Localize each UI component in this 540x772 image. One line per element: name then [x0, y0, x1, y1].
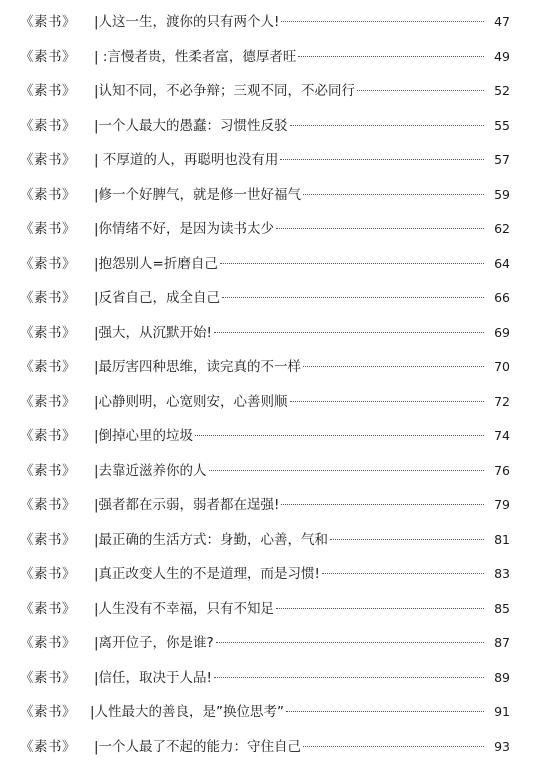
book-name: 《素书》: [20, 531, 76, 548]
chapter-title: |人这一生，渡你的只有两个人!: [94, 14, 280, 30]
toc-entry-line: [94, 557, 510, 592]
chapter-title: |信任，取决于人品!: [94, 669, 212, 686]
chapter-title: |真正改变人生的不是道理，而是习惯!: [94, 566, 320, 582]
toc-entry-line: [94, 730, 510, 765]
book-name: 《素书》: [20, 359, 76, 375]
chapter-title: |去靠近滋养你的人: [94, 462, 207, 479]
toc-entry-line: [94, 40, 510, 75]
chapter-title: |最正确的生活方式：身勤，心善，气和: [94, 531, 329, 548]
dot-leader: [214, 332, 484, 333]
toc-entry[interactable]: [0, 109, 540, 144]
page-number: 66: [494, 290, 510, 305]
dot-leader: [330, 539, 484, 540]
toc-entry[interactable]: [0, 247, 540, 282]
page-number: 70: [494, 359, 510, 374]
toc-entry[interactable]: [0, 592, 540, 627]
book-name: 《素书》: [20, 255, 76, 272]
toc-entry-line: [94, 385, 510, 420]
chapter-title: |反省自己，成全自己: [94, 290, 221, 306]
page-number: 62: [494, 221, 510, 236]
toc-entry[interactable]: [0, 385, 540, 420]
book-name: 《素书》: [20, 704, 76, 720]
dot-leader: [303, 746, 484, 747]
dot-leader: [220, 263, 484, 264]
toc-entry-line: [94, 523, 510, 558]
book-name: 《素书》: [20, 428, 76, 444]
chapter-title: | 不厚道的人，再聪明也没有用: [94, 152, 279, 168]
chapter-title: |强大，从沉默开始!: [94, 324, 212, 341]
toc-entry-line: [94, 661, 510, 696]
toc-entry[interactable]: [0, 316, 540, 351]
toc-entry[interactable]: [0, 626, 540, 661]
chapter-title: |一个人最了不起的能力：守住自己: [94, 738, 302, 755]
chapter-title: |认知不同，不必争辩；三观不同，不必同行: [94, 83, 356, 99]
book-name: 《素书》: [20, 566, 76, 582]
page-number: 85: [494, 600, 510, 616]
toc-entry[interactable]: [0, 661, 540, 696]
dot-leader: [303, 194, 484, 195]
book-name: 《素书》: [20, 221, 76, 237]
page-number: 55: [494, 117, 510, 133]
toc-entry[interactable]: [0, 212, 540, 247]
page-number: 76: [494, 462, 510, 478]
toc-entry[interactable]: [0, 350, 540, 385]
book-name: 《素书》: [20, 635, 76, 651]
page-number: 81: [494, 531, 510, 547]
chapter-title: |修一个好脾气，就是修一世好福气: [94, 186, 302, 203]
page-number: 74: [494, 428, 510, 443]
chapter-title: |强者都在示弱，弱者都在逞强!: [94, 497, 280, 513]
page-number: 47: [494, 14, 510, 29]
toc-entry[interactable]: [0, 5, 540, 40]
dot-leader: [276, 608, 484, 609]
page-number: 93: [494, 738, 510, 754]
page-number: 49: [494, 48, 510, 64]
toc-entry-line: [94, 316, 510, 351]
toc-entry[interactable]: [0, 695, 540, 730]
dot-leader: [303, 366, 484, 367]
book-name: 《素书》: [20, 48, 76, 65]
dot-leader: [195, 435, 484, 436]
dot-leader: [322, 573, 484, 574]
book-name: 《素书》: [20, 324, 76, 341]
book-name: 《素书》: [20, 669, 76, 686]
book-name: 《素书》: [20, 14, 76, 30]
dot-leader: [216, 642, 484, 643]
dot-leader: [281, 504, 484, 505]
chapter-title: |你情绪不好，是因为读书太少: [94, 221, 275, 237]
toc-entry-line: [94, 626, 510, 661]
book-name: 《素书》: [20, 117, 76, 134]
dot-leader: [276, 228, 484, 229]
dot-leader: [280, 159, 484, 160]
page-number: 59: [494, 186, 510, 202]
dot-leader: [357, 90, 484, 91]
chapter-title: |心静则明，心宽则安，心善则顺: [94, 393, 288, 410]
page-number: 64: [494, 255, 510, 271]
toc-entry-line: [94, 592, 510, 627]
page-number: 91: [494, 704, 510, 719]
toc-entry-line: [94, 74, 510, 109]
page-number: 83: [494, 566, 510, 581]
book-name: 《素书》: [20, 600, 76, 617]
toc-entry-line: [94, 5, 510, 40]
toc-entry[interactable]: [0, 454, 540, 489]
toc-entry-line: [94, 212, 510, 247]
toc-entry-line: [94, 178, 510, 213]
toc-entry-line: [94, 419, 510, 454]
book-name: 《素书》: [20, 152, 76, 168]
dot-leader: [298, 56, 484, 57]
dot-leader: [290, 125, 484, 126]
page-number: 72: [494, 393, 510, 409]
dot-leader: [286, 711, 484, 712]
toc-entry[interactable]: [0, 730, 540, 765]
dot-leader: [281, 21, 484, 22]
dot-leader: [222, 297, 484, 298]
chapter-title: |离开位子，你是谁?: [94, 635, 214, 651]
table-of-contents: [0, 5, 540, 764]
page-number: 79: [494, 497, 510, 512]
toc-entry[interactable]: [0, 281, 540, 316]
dot-leader: [290, 401, 484, 402]
chapter-title: |一个人最大的愚蠢：习惯性反驳: [94, 117, 288, 134]
toc-entry-line: [94, 281, 510, 316]
chapter-title: |人生没有不幸福，只有不知足: [94, 600, 275, 617]
book-name: 《素书》: [20, 186, 76, 203]
book-name: 《素书》: [20, 462, 76, 479]
toc-entry[interactable]: [0, 143, 540, 178]
dot-leader: [214, 677, 484, 678]
chapter-title: |最厉害四种思维，读完真的不一样: [94, 359, 302, 375]
toc-entry-line: [94, 143, 510, 178]
page-number: 89: [494, 669, 510, 685]
chapter-title: |倒掉心里的垃圾: [94, 428, 194, 444]
toc-entry[interactable]: [0, 419, 540, 454]
toc-entry-line: [90, 695, 510, 730]
toc-entry[interactable]: [0, 40, 540, 75]
chapter-title: |抱怨别人=折磨自己: [94, 255, 218, 272]
dot-leader: [209, 470, 484, 471]
book-name: 《素书》: [20, 290, 76, 306]
chapter-title: | :言慢者贵，性柔者富，德厚者旺: [94, 48, 297, 65]
chapter-title: |人性最大的善良，是”换位思考”: [90, 704, 285, 720]
toc-entry-line: [94, 350, 510, 385]
page-number: 69: [494, 324, 510, 340]
book-name: 《素书》: [20, 83, 76, 99]
toc-entry[interactable]: [0, 557, 540, 592]
toc-entry[interactable]: [0, 178, 540, 213]
book-name: 《素书》: [20, 497, 76, 513]
book-name: 《素书》: [20, 738, 76, 755]
toc-entry[interactable]: [0, 523, 540, 558]
page-number: 87: [494, 635, 510, 650]
toc-entry-line: [94, 454, 510, 489]
page-number: 57: [494, 152, 510, 167]
book-name: 《素书》: [20, 393, 76, 410]
page-number: 52: [494, 83, 510, 98]
toc-entry[interactable]: [0, 488, 540, 523]
toc-entry[interactable]: [0, 74, 540, 109]
toc-entry-line: [94, 488, 510, 523]
toc-entry-line: [94, 247, 510, 282]
toc-entry-line: [94, 109, 510, 144]
